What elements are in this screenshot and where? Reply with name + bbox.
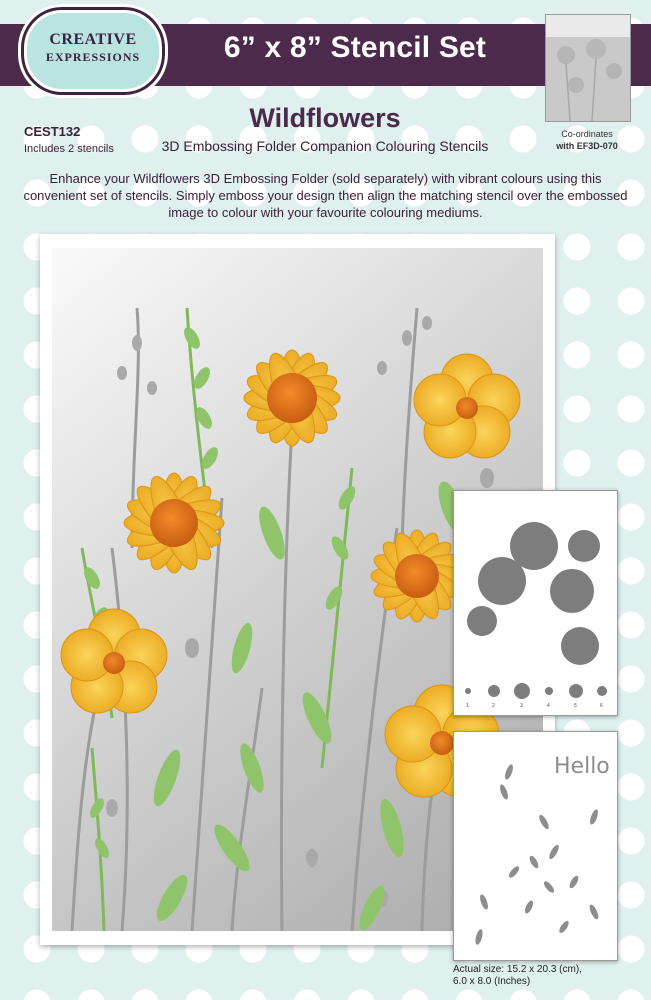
stencil-2-preview — [453, 731, 618, 961]
stencil-1-number: 5 — [574, 703, 577, 709]
stencil-1-number: 3 — [520, 703, 523, 709]
thumbnail-flowers-graphic — [546, 15, 630, 121]
product-code: CEST132 — [24, 124, 81, 139]
embossing-folder-thumbnail — [545, 14, 631, 122]
stencil-1-number: 4 — [547, 703, 550, 709]
coordinates-label: Co-ordinates — [561, 129, 613, 139]
actual-size-imperial: 6.0 x 8.0 (Inches) — [453, 976, 531, 987]
stencil-count: Includes 2 stencils — [24, 143, 114, 155]
sunflower-top — [242, 348, 341, 447]
sunflower-right — [370, 529, 465, 624]
stencil-1-shapes — [454, 491, 617, 715]
actual-size-note — [453, 964, 643, 988]
sunflower-left — [122, 471, 225, 574]
stencil-1-preview — [453, 490, 618, 716]
brand-logo — [24, 10, 162, 92]
stencil-1-number: 2 — [492, 703, 495, 709]
product-subtitle: 3D Embossing Folder Companion Colouring Stencils — [161, 138, 489, 154]
stencil-2-leaves — [454, 732, 617, 960]
coordinates-value: with EF3D-070 — [556, 141, 618, 151]
poppy-left — [61, 609, 167, 713]
header-title: 6” x 8” Stencil Set — [223, 31, 487, 64]
actual-size-metric: Actual size: 15.2 x 20.3 (cm), — [453, 964, 582, 975]
product-title: Wildflowers — [249, 103, 401, 133]
product-description: Enhance your Wildflowers 3D Embossing Folder (sold separately) with vibrant colours using this convenient set of stencils. Simply emboss your design then align the matching stencil over the embossed image to colour with your favourite colouring mediums. — [23, 171, 628, 220]
stencil-1-number: 6 — [600, 703, 603, 709]
brand-logo-line1: CREATIVE — [49, 31, 137, 48]
stencil-1-number: 1 — [466, 703, 469, 709]
stencil-2-hello-text: Hello — [554, 754, 610, 779]
brand-logo-line2: EXPRESSIONS — [45, 50, 141, 64]
poppy-top-right — [414, 354, 520, 458]
